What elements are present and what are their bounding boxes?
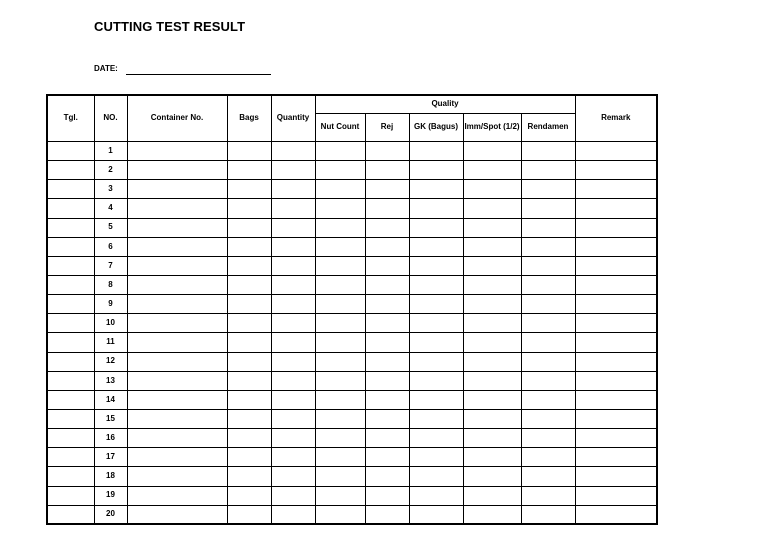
row-number-cell: 5 bbox=[94, 218, 127, 237]
cell-remark[interactable] bbox=[575, 161, 657, 180]
cell-remark[interactable] bbox=[575, 275, 657, 294]
cell-nut-count[interactable] bbox=[315, 429, 365, 448]
table-row bbox=[47, 180, 657, 199]
cell-container-no[interactable] bbox=[127, 256, 227, 275]
cell-gk-bagus[interactable] bbox=[409, 429, 463, 448]
cell-quantity[interactable] bbox=[271, 486, 315, 505]
cell-nut-count[interactable] bbox=[315, 371, 365, 390]
cell-container-no[interactable] bbox=[127, 218, 227, 237]
row-number-cell: 12 bbox=[94, 352, 127, 371]
cell-tgl[interactable] bbox=[47, 448, 94, 467]
cell-imm-spot[interactable] bbox=[463, 218, 521, 237]
cell-quantity[interactable] bbox=[271, 161, 315, 180]
cell-rej[interactable] bbox=[365, 352, 409, 371]
cell-rendamen[interactable] bbox=[521, 161, 575, 180]
cell-bags[interactable] bbox=[227, 142, 271, 161]
document-title: CUTTING TEST RESULT bbox=[94, 19, 246, 34]
cell-rendamen[interactable] bbox=[521, 314, 575, 333]
cell-rej[interactable] bbox=[365, 486, 409, 505]
cell-tgl[interactable] bbox=[47, 161, 94, 180]
row-number-cell: 16 bbox=[94, 429, 127, 448]
cell-nut-count[interactable] bbox=[315, 180, 365, 199]
cell-imm-spot[interactable] bbox=[463, 390, 521, 409]
cell-gk-bagus[interactable] bbox=[409, 333, 463, 352]
cell-quantity[interactable] bbox=[271, 333, 315, 352]
cell-quantity[interactable] bbox=[271, 218, 315, 237]
cell-tgl[interactable] bbox=[47, 142, 94, 161]
cell-rendamen[interactable] bbox=[521, 505, 575, 524]
cell-quantity[interactable] bbox=[271, 275, 315, 294]
cell-bags[interactable] bbox=[227, 486, 271, 505]
cell-nut-count[interactable] bbox=[315, 295, 365, 314]
cell-container-no[interactable] bbox=[127, 161, 227, 180]
cell-rej[interactable] bbox=[365, 237, 409, 256]
cell-nut-count[interactable] bbox=[315, 390, 365, 409]
cell-nut-count[interactable] bbox=[315, 333, 365, 352]
row-number-cell: 6 bbox=[94, 237, 127, 256]
cell-remark[interactable] bbox=[575, 429, 657, 448]
cell-gk-bagus[interactable] bbox=[409, 409, 463, 428]
cell-rej[interactable] bbox=[365, 390, 409, 409]
cell-bags[interactable] bbox=[227, 429, 271, 448]
cell-rej[interactable] bbox=[365, 429, 409, 448]
table-row bbox=[47, 505, 657, 524]
cell-nut-count[interactable] bbox=[315, 505, 365, 524]
cell-remark[interactable] bbox=[575, 371, 657, 390]
cell-quantity[interactable] bbox=[271, 409, 315, 428]
cell-gk-bagus[interactable] bbox=[409, 142, 463, 161]
cell-bags[interactable] bbox=[227, 409, 271, 428]
header-tgl: Tgl. bbox=[47, 95, 94, 142]
cell-rendamen[interactable] bbox=[521, 333, 575, 352]
row-number-cell: 2 bbox=[94, 161, 127, 180]
row-number-cell: 15 bbox=[94, 409, 127, 428]
row-number-cell: 19 bbox=[94, 486, 127, 505]
cell-remark[interactable] bbox=[575, 333, 657, 352]
header-container-no: Container No. bbox=[127, 95, 227, 142]
cell-rej[interactable] bbox=[365, 161, 409, 180]
cell-rej[interactable] bbox=[365, 295, 409, 314]
cell-container-no[interactable] bbox=[127, 237, 227, 256]
cell-rendamen[interactable] bbox=[521, 429, 575, 448]
cell-quantity[interactable] bbox=[271, 256, 315, 275]
table-row bbox=[47, 275, 657, 294]
cell-rendamen[interactable] bbox=[521, 256, 575, 275]
cell-remark[interactable] bbox=[575, 505, 657, 524]
cell-gk-bagus[interactable] bbox=[409, 275, 463, 294]
row-number-cell: 10 bbox=[94, 314, 127, 333]
cell-tgl[interactable] bbox=[47, 237, 94, 256]
cell-bags[interactable] bbox=[227, 333, 271, 352]
cell-tgl[interactable] bbox=[47, 333, 94, 352]
cell-quantity[interactable] bbox=[271, 390, 315, 409]
cell-rej[interactable] bbox=[365, 314, 409, 333]
cell-tgl[interactable] bbox=[47, 256, 94, 275]
cell-bags[interactable] bbox=[227, 295, 271, 314]
cell-container-no[interactable] bbox=[127, 448, 227, 467]
cell-rendamen[interactable] bbox=[521, 467, 575, 486]
cell-remark[interactable] bbox=[575, 295, 657, 314]
cell-quantity[interactable] bbox=[271, 142, 315, 161]
table-row bbox=[47, 390, 657, 409]
row-number-cell: 8 bbox=[94, 275, 127, 294]
cell-bags[interactable] bbox=[227, 448, 271, 467]
header-bags: Bags bbox=[227, 95, 271, 142]
cell-rendamen[interactable] bbox=[521, 390, 575, 409]
cell-remark[interactable] bbox=[575, 256, 657, 275]
cell-bags[interactable] bbox=[227, 275, 271, 294]
cell-rej[interactable] bbox=[365, 448, 409, 467]
cell-remark[interactable] bbox=[575, 486, 657, 505]
table-row bbox=[47, 295, 657, 314]
cell-container-no[interactable] bbox=[127, 295, 227, 314]
cell-remark[interactable] bbox=[575, 448, 657, 467]
cell-rej[interactable] bbox=[365, 275, 409, 294]
header-remark: Remark bbox=[575, 95, 657, 142]
table-row bbox=[47, 199, 657, 218]
cell-bags[interactable] bbox=[227, 180, 271, 199]
cell-rendamen[interactable] bbox=[521, 352, 575, 371]
cell-bags[interactable] bbox=[227, 371, 271, 390]
cell-nut-count[interactable] bbox=[315, 314, 365, 333]
cell-quantity[interactable] bbox=[271, 237, 315, 256]
row-number-cell: 4 bbox=[94, 199, 127, 218]
cell-rej[interactable] bbox=[365, 409, 409, 428]
table-row bbox=[47, 237, 657, 256]
cell-quantity[interactable] bbox=[271, 371, 315, 390]
cell-container-no[interactable] bbox=[127, 275, 227, 294]
date-label: DATE: bbox=[94, 64, 118, 73]
cell-tgl[interactable] bbox=[47, 409, 94, 428]
cell-imm-spot[interactable] bbox=[463, 505, 521, 524]
row-number-cell: 17 bbox=[94, 448, 127, 467]
cell-tgl[interactable] bbox=[47, 180, 94, 199]
cell-imm-spot[interactable] bbox=[463, 256, 521, 275]
cell-gk-bagus[interactable] bbox=[409, 352, 463, 371]
cell-tgl[interactable] bbox=[47, 295, 94, 314]
cell-container-no[interactable] bbox=[127, 352, 227, 371]
cell-imm-spot[interactable] bbox=[463, 180, 521, 199]
table-row bbox=[47, 333, 657, 352]
cell-container-no[interactable] bbox=[127, 333, 227, 352]
cell-tgl[interactable] bbox=[47, 429, 94, 448]
cell-gk-bagus[interactable] bbox=[409, 218, 463, 237]
cell-nut-count[interactable] bbox=[315, 142, 365, 161]
cell-gk-bagus[interactable] bbox=[409, 505, 463, 524]
cell-rendamen[interactable] bbox=[521, 275, 575, 294]
cell-rej[interactable] bbox=[365, 467, 409, 486]
row-number-cell: 18 bbox=[94, 467, 127, 486]
cell-quantity[interactable] bbox=[271, 429, 315, 448]
cell-remark[interactable] bbox=[575, 142, 657, 161]
cell-tgl[interactable] bbox=[47, 275, 94, 294]
cell-imm-spot[interactable] bbox=[463, 352, 521, 371]
cell-container-no[interactable] bbox=[127, 199, 227, 218]
cell-rendamen[interactable] bbox=[521, 142, 575, 161]
table-row bbox=[47, 486, 657, 505]
cell-imm-spot[interactable] bbox=[463, 333, 521, 352]
header-quality: Quality bbox=[315, 95, 575, 114]
row-number-cell: 3 bbox=[94, 180, 127, 199]
table-row bbox=[47, 256, 657, 275]
cell-nut-count[interactable] bbox=[315, 199, 365, 218]
cell-quantity[interactable] bbox=[271, 505, 315, 524]
cell-gk-bagus[interactable] bbox=[409, 390, 463, 409]
header-gk-bagus: GK (Bagus) bbox=[409, 114, 463, 142]
cell-remark[interactable] bbox=[575, 409, 657, 428]
cell-bags[interactable] bbox=[227, 218, 271, 237]
cell-tgl[interactable] bbox=[47, 371, 94, 390]
table-row bbox=[47, 161, 657, 180]
cell-gk-bagus[interactable] bbox=[409, 467, 463, 486]
table-body bbox=[47, 142, 657, 525]
cell-nut-count[interactable] bbox=[315, 409, 365, 428]
cell-container-no[interactable] bbox=[127, 314, 227, 333]
row-number-cell: 11 bbox=[94, 333, 127, 352]
cell-remark[interactable] bbox=[575, 218, 657, 237]
cell-rej[interactable] bbox=[365, 256, 409, 275]
table-row bbox=[47, 429, 657, 448]
cell-imm-spot[interactable] bbox=[463, 275, 521, 294]
cell-gk-bagus[interactable] bbox=[409, 371, 463, 390]
header-imm-spot: Imm/Spot (1/2) bbox=[463, 114, 521, 142]
cell-bags[interactable] bbox=[227, 390, 271, 409]
cutting-test-table bbox=[46, 94, 658, 525]
cell-remark[interactable] bbox=[575, 467, 657, 486]
cell-tgl[interactable] bbox=[47, 390, 94, 409]
cell-tgl[interactable] bbox=[47, 218, 94, 237]
cell-rej[interactable] bbox=[365, 218, 409, 237]
row-number-cell: 13 bbox=[94, 371, 127, 390]
cell-nut-count[interactable] bbox=[315, 275, 365, 294]
cell-tgl[interactable] bbox=[47, 467, 94, 486]
cell-bags[interactable] bbox=[227, 352, 271, 371]
cell-tgl[interactable] bbox=[47, 199, 94, 218]
cell-rendamen[interactable] bbox=[521, 486, 575, 505]
cell-imm-spot[interactable] bbox=[463, 314, 521, 333]
cell-imm-spot[interactable] bbox=[463, 237, 521, 256]
cell-rej[interactable] bbox=[365, 333, 409, 352]
cell-rej[interactable] bbox=[365, 142, 409, 161]
cell-nut-count[interactable] bbox=[315, 256, 365, 275]
cell-rendamen[interactable] bbox=[521, 295, 575, 314]
cell-bags[interactable] bbox=[227, 467, 271, 486]
cell-rej[interactable] bbox=[365, 371, 409, 390]
cell-container-no[interactable] bbox=[127, 409, 227, 428]
cell-container-no[interactable] bbox=[127, 390, 227, 409]
cell-gk-bagus[interactable] bbox=[409, 295, 463, 314]
cell-imm-spot[interactable] bbox=[463, 295, 521, 314]
cell-imm-spot[interactable] bbox=[463, 161, 521, 180]
table-row bbox=[47, 218, 657, 237]
cell-gk-bagus[interactable] bbox=[409, 256, 463, 275]
header-quantity: Quantity bbox=[271, 95, 315, 142]
header-rej: Rej bbox=[365, 114, 409, 142]
cell-imm-spot[interactable] bbox=[463, 486, 521, 505]
cell-container-no[interactable] bbox=[127, 429, 227, 448]
table-row bbox=[47, 352, 657, 371]
header-rendamen: Rendamen bbox=[521, 114, 575, 142]
cell-tgl[interactable] bbox=[47, 486, 94, 505]
cell-quantity[interactable] bbox=[271, 180, 315, 199]
cell-bags[interactable] bbox=[227, 505, 271, 524]
cell-gk-bagus[interactable] bbox=[409, 486, 463, 505]
cell-container-no[interactable] bbox=[127, 371, 227, 390]
cell-quantity[interactable] bbox=[271, 352, 315, 371]
cell-rej[interactable] bbox=[365, 199, 409, 218]
row-number-cell: 7 bbox=[94, 256, 127, 275]
cell-gk-bagus[interactable] bbox=[409, 161, 463, 180]
cell-bags[interactable] bbox=[227, 314, 271, 333]
cell-nut-count[interactable] bbox=[315, 352, 365, 371]
cell-imm-spot[interactable] bbox=[463, 409, 521, 428]
cell-container-no[interactable] bbox=[127, 467, 227, 486]
cell-nut-count[interactable] bbox=[315, 486, 365, 505]
cell-remark[interactable] bbox=[575, 390, 657, 409]
cell-remark[interactable] bbox=[575, 180, 657, 199]
cell-container-no[interactable] bbox=[127, 142, 227, 161]
table-row bbox=[47, 142, 657, 161]
cell-bags[interactable] bbox=[227, 161, 271, 180]
cell-imm-spot[interactable] bbox=[463, 467, 521, 486]
row-number-cell: 1 bbox=[94, 142, 127, 161]
cell-gk-bagus[interactable] bbox=[409, 448, 463, 467]
table-row bbox=[47, 448, 657, 467]
cell-remark[interactable] bbox=[575, 199, 657, 218]
header-no: NO. bbox=[94, 95, 127, 142]
cell-gk-bagus[interactable] bbox=[409, 180, 463, 199]
cell-quantity[interactable] bbox=[271, 467, 315, 486]
cell-rej[interactable] bbox=[365, 180, 409, 199]
cell-imm-spot[interactable] bbox=[463, 371, 521, 390]
cell-remark[interactable] bbox=[575, 352, 657, 371]
cell-nut-count[interactable] bbox=[315, 448, 365, 467]
cell-remark[interactable] bbox=[575, 237, 657, 256]
cell-container-no[interactable] bbox=[127, 505, 227, 524]
cell-nut-count[interactable] bbox=[315, 161, 365, 180]
cell-nut-count[interactable] bbox=[315, 467, 365, 486]
cell-rendamen[interactable] bbox=[521, 237, 575, 256]
cell-container-no[interactable] bbox=[127, 486, 227, 505]
cell-rendamen[interactable] bbox=[521, 448, 575, 467]
cell-rendamen[interactable] bbox=[521, 218, 575, 237]
cell-gk-bagus[interactable] bbox=[409, 237, 463, 256]
cell-nut-count[interactable] bbox=[315, 237, 365, 256]
cell-imm-spot[interactable] bbox=[463, 448, 521, 467]
cell-rendamen[interactable] bbox=[521, 371, 575, 390]
table-row bbox=[47, 467, 657, 486]
date-field-line[interactable] bbox=[126, 74, 271, 75]
cell-nut-count[interactable] bbox=[315, 218, 365, 237]
row-number-cell: 14 bbox=[94, 390, 127, 409]
row-number-cell: 20 bbox=[94, 505, 127, 524]
cell-gk-bagus[interactable] bbox=[409, 314, 463, 333]
table-row bbox=[47, 314, 657, 333]
row-number-cell: 9 bbox=[94, 295, 127, 314]
cell-tgl[interactable] bbox=[47, 314, 94, 333]
cell-imm-spot[interactable] bbox=[463, 142, 521, 161]
cell-rendamen[interactable] bbox=[521, 199, 575, 218]
cell-imm-spot[interactable] bbox=[463, 429, 521, 448]
cell-remark[interactable] bbox=[575, 314, 657, 333]
cell-rej[interactable] bbox=[365, 505, 409, 524]
cell-quantity[interactable] bbox=[271, 295, 315, 314]
cell-quantity[interactable] bbox=[271, 314, 315, 333]
cell-rendamen[interactable] bbox=[521, 180, 575, 199]
cell-quantity[interactable] bbox=[271, 199, 315, 218]
cell-quantity[interactable] bbox=[271, 448, 315, 467]
cell-bags[interactable] bbox=[227, 237, 271, 256]
table-row bbox=[47, 371, 657, 390]
cell-tgl[interactable] bbox=[47, 505, 94, 524]
cell-rendamen[interactable] bbox=[521, 409, 575, 428]
cell-tgl[interactable] bbox=[47, 352, 94, 371]
cell-container-no[interactable] bbox=[127, 180, 227, 199]
cell-imm-spot[interactable] bbox=[463, 199, 521, 218]
cell-gk-bagus[interactable] bbox=[409, 199, 463, 218]
header-nut-count: Nut Count bbox=[315, 114, 365, 142]
table-row bbox=[47, 409, 657, 428]
cell-bags[interactable] bbox=[227, 256, 271, 275]
cell-bags[interactable] bbox=[227, 199, 271, 218]
